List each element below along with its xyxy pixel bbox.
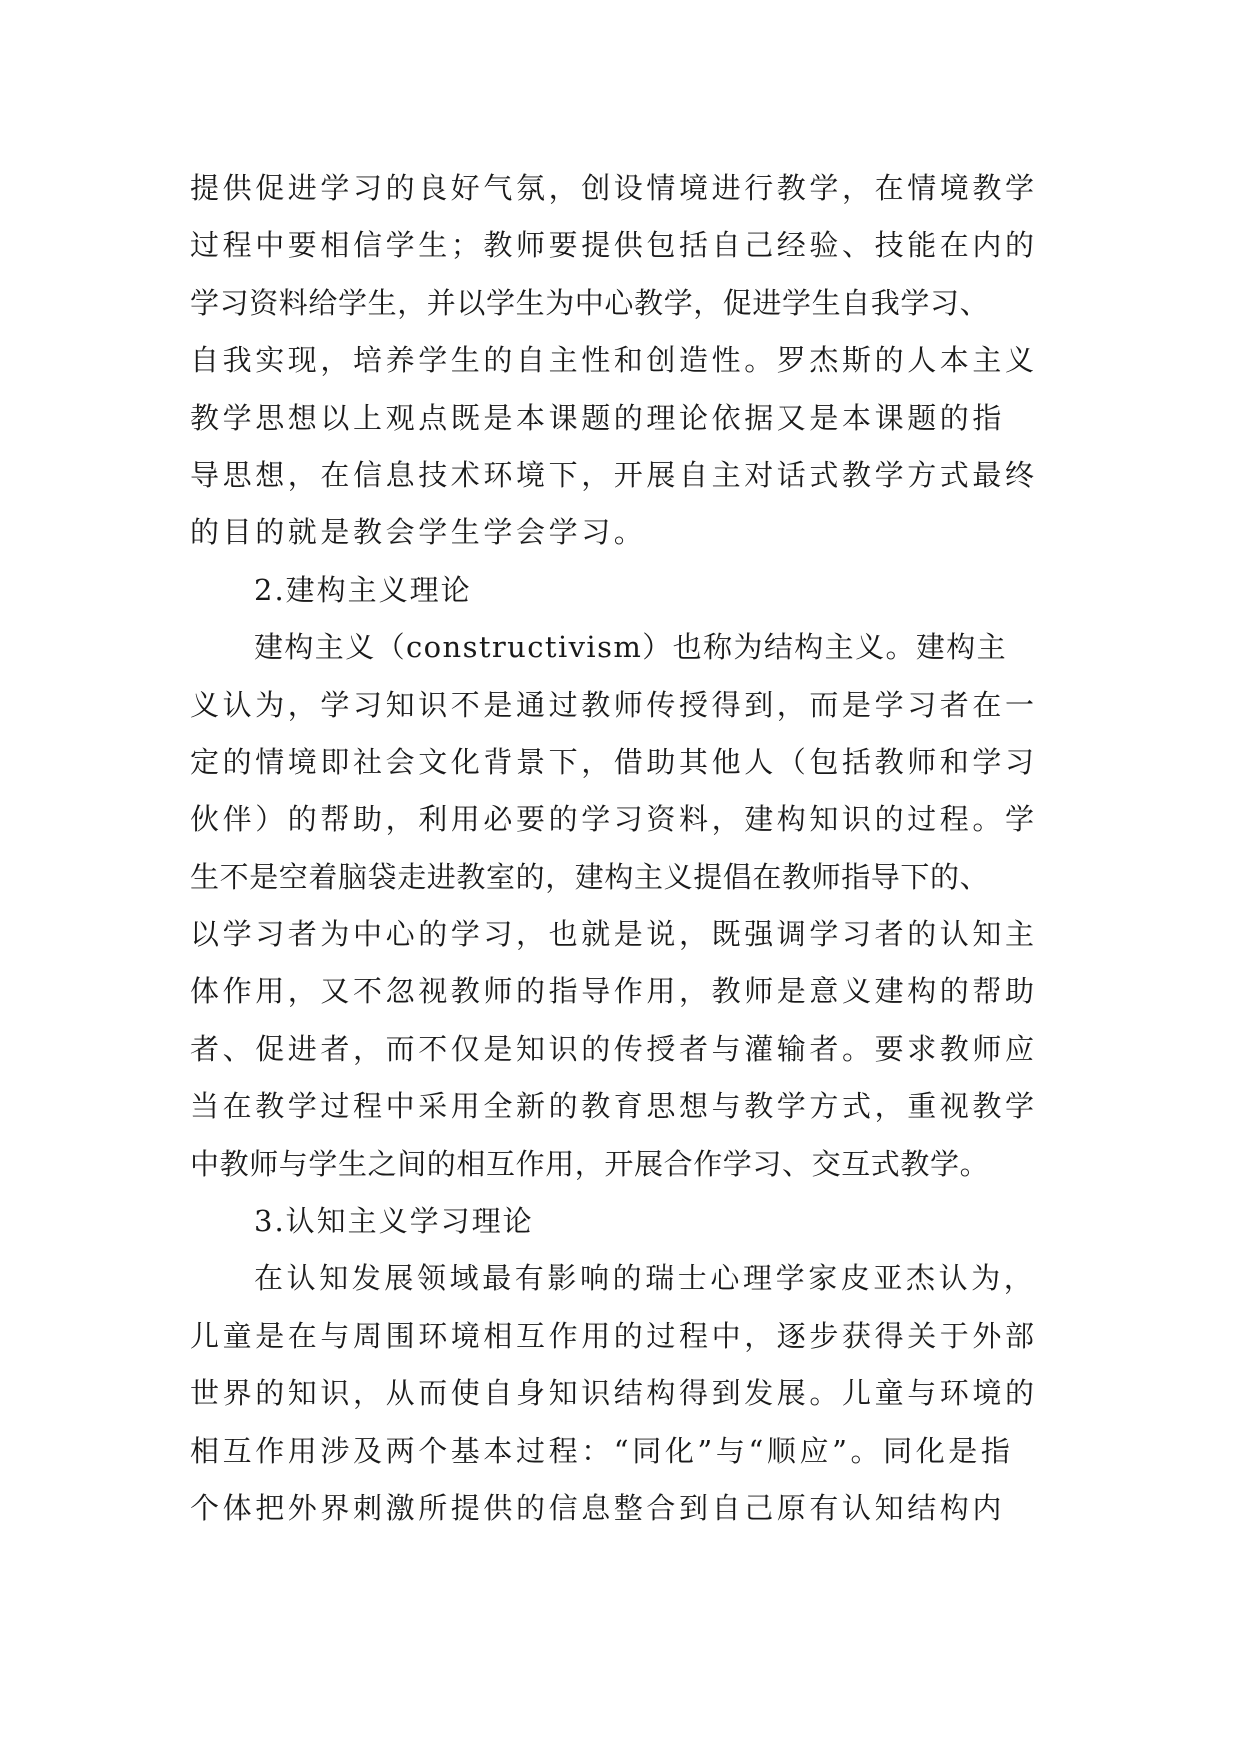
document-body	[190, 160, 1060, 1537]
paragraph-line: 当在教学过程中采用全新的教育思想与教学方式，重视教学	[190, 1089, 1038, 1124]
paragraph-line: 过程中要相信学生；教师要提供包括自己经验、技能在内的	[190, 228, 1038, 263]
paragraph-line: 自我实现，培养学生的自主性和创造性。罗杰斯的人本主义	[190, 343, 1038, 378]
paragraph-line: 定的情境即社会文化背景下，借助其他人（包括教师和学习	[190, 744, 1038, 779]
paragraph-line: 以学习者为中心的学习，也就是说，既强调学习者的认知主	[190, 917, 1038, 952]
paragraph-line: 者、促进者，而不仅是知识的传授者与灌输者。要求教师应	[190, 1031, 1038, 1066]
paragraph-line: 在认知发展领域最有影响的瑞士心理学家皮亚杰认为，	[254, 1261, 1037, 1296]
paragraph-line: 儿童是在与周围环境相互作用的过程中，逐步获得关于外部	[190, 1318, 1038, 1353]
paragraph-line: 教学思想以上观点既是本课题的理论依据又是本课题的指	[190, 400, 1006, 435]
paragraph-line: 相互作用涉及两个基本过程：“同化”与“顺应”。同化是指	[190, 1433, 1014, 1468]
paragraph-line: 导思想，在信息技术环境下，开展自主对话式教学方式最终	[190, 457, 1038, 492]
paragraph-line: 中教师与学生之间的相互作用，开展合作学习、交互式教学。	[190, 1146, 990, 1181]
paragraph-line: 的目的就是教会学生学会学习。	[190, 515, 647, 550]
section-heading: 3.认知主义学习理论	[254, 1204, 534, 1239]
paragraph-line: 建构主义（constructivism）也称为结构主义。建构主	[254, 630, 1008, 665]
section-heading: 2.建构主义理论	[254, 572, 472, 607]
paragraph-line: 学习资料给学生，并以学生为中心教学，促进学生自我学习、	[190, 285, 990, 320]
paragraph-line: 世界的知识，从而使自身知识结构得到发展。儿童与环境的	[190, 1376, 1038, 1411]
paragraph-line: 提供促进学习的良好气氛，创设情境进行教学，在情境教学	[190, 171, 1038, 205]
paragraph-line: 体作用，又不忽视教师的指导作用，教师是意义建构的帮助	[190, 974, 1038, 1009]
paragraph-line: 伙伴）的帮助，利用必要的学习资料，建构知识的过程。学	[190, 802, 1038, 837]
paragraph-line: 生不是空着脑袋走进教室的，建构主义提倡在教师指导下的、	[190, 859, 990, 894]
paragraph-line: 个体把外界刺激所提供的信息整合到自己原有认知结构内	[190, 1490, 1006, 1525]
paragraph-line: 义认为，学习知识不是通过教师传授得到，而是学习者在一	[190, 687, 1038, 722]
